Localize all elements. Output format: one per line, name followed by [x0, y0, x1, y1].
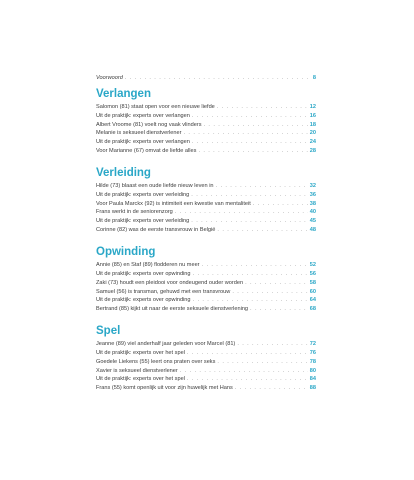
toc-entry-title: Uit de praktijk: experts over verleiding — [96, 218, 190, 225]
toc-entry-page: 72 — [309, 341, 316, 348]
toc-entry-title: Uit de praktijk: experts over het spel — [96, 376, 185, 383]
dot-leader — [235, 384, 308, 393]
toc-entry-title: Voorwoord — [96, 75, 123, 81]
toc-entry-page: 68 — [309, 306, 316, 313]
toc-entry-foreword[interactable] — [96, 74, 316, 83]
toc-entry-page: 8 — [312, 75, 316, 81]
toc-entry-page: 32 — [309, 182, 316, 189]
toc-entry-title: Voor Paula Marckx (92) is intimiteit een kwestie van mentaliteit — [96, 200, 251, 207]
dot-leader — [217, 358, 307, 367]
dot-leader — [192, 138, 308, 147]
dot-leader — [193, 270, 308, 279]
toc-entry-page: 28 — [309, 148, 316, 155]
toc-entry[interactable] — [96, 358, 316, 367]
dot-leader — [217, 226, 307, 235]
dot-leader — [250, 305, 308, 314]
toc-entry[interactable] — [96, 375, 316, 384]
toc-entry-title: Annie (85) en Staf (89) flodderen nu meer — [96, 261, 200, 268]
toc-entry[interactable] — [96, 208, 316, 217]
toc-entry-title: Uit de praktijk: experts over verlangen — [96, 112, 190, 119]
toc-entry-title: Goedele Liekens (55) leert ons praten over seks — [96, 358, 216, 365]
table-of-contents — [96, 74, 316, 393]
toc-section-verlangen — [96, 88, 316, 156]
toc-entry-title: Samuel (56) is transman, gehuwd met een transvrouw — [96, 288, 231, 295]
toc-entry-page: 18 — [309, 121, 316, 128]
toc-entry-page: 52 — [309, 261, 316, 268]
toc-entry[interactable] — [96, 129, 316, 138]
toc-entry-title: Uit de praktijk: experts over opwinding — [96, 297, 191, 304]
toc-section-spel — [96, 325, 316, 393]
dot-leader — [191, 217, 307, 226]
toc-entry-title: Zaki (73) houdt een pleidooi voor ondeugend ouder worden — [96, 279, 244, 286]
toc-section-opwinding — [96, 246, 316, 314]
toc-entry-title: Uit de praktijk: experts over verleiding — [96, 191, 190, 198]
toc-entry-page: 64 — [309, 297, 316, 304]
toc-entry-page: 80 — [309, 367, 316, 374]
section-title: Verleiding — [96, 166, 151, 179]
toc-entry-page: 24 — [309, 139, 316, 146]
toc-entry[interactable] — [96, 191, 316, 200]
toc-entry[interactable] — [96, 200, 316, 209]
toc-entry-page: 20 — [309, 130, 316, 137]
section-title: Verlangen — [96, 87, 151, 100]
toc-entry-page: 88 — [309, 385, 316, 392]
toc-entry-title: Hilde (73) blaast een oude liefde nieuw leven in — [96, 182, 214, 189]
toc-entry[interactable] — [96, 112, 316, 121]
toc-entry-page: 58 — [309, 279, 316, 286]
dot-leader — [198, 147, 307, 156]
toc-entry[interactable] — [96, 270, 316, 279]
toc-entry[interactable] — [96, 279, 316, 288]
dot-leader — [187, 349, 308, 358]
dot-leader — [202, 261, 308, 270]
toc-entry-title: Melanie is seksueel dienstverlener — [96, 130, 182, 137]
dot-leader — [216, 182, 308, 191]
toc-entry-title: Voor Marianne (67) omvat de liefde alles — [96, 148, 197, 155]
toc-entry-page: 40 — [309, 209, 316, 216]
toc-entry[interactable] — [96, 384, 316, 393]
toc-entry-title: Uit de praktijk: experts over het spel — [96, 349, 185, 356]
dot-leader — [237, 340, 307, 349]
toc-entry-page: 12 — [309, 103, 316, 110]
toc-entry[interactable] — [96, 226, 316, 235]
toc-entry[interactable] — [96, 103, 316, 112]
toc-entry[interactable] — [96, 288, 316, 297]
toc-entry-page: 76 — [309, 349, 316, 356]
toc-entry-title: Albert Vroome (81) voelt nog vaak vlinders — [96, 121, 202, 128]
dot-leader — [175, 208, 308, 217]
toc-entry-title: Uit de praktijk: experts over opwinding — [96, 270, 191, 277]
dot-leader — [125, 74, 311, 83]
toc-entry-page: 56 — [309, 270, 316, 277]
toc-entry-title: Corinne (82) was de eerste transvrouw in België — [96, 227, 216, 234]
toc-entry-page: 38 — [309, 200, 316, 207]
dot-leader — [193, 296, 308, 305]
toc-entry-page: 36 — [309, 191, 316, 198]
toc-entry[interactable] — [96, 340, 316, 349]
toc-entry-page: 84 — [309, 376, 316, 383]
toc-entry[interactable] — [96, 305, 316, 314]
toc-entry-title: Frans (55) komt openlijk uit voor zijn huwelijk met Hans — [96, 385, 233, 392]
dot-leader — [180, 367, 308, 376]
toc-entry-page: 60 — [309, 288, 316, 295]
toc-entry[interactable] — [96, 138, 316, 147]
toc-entry-page: 16 — [309, 112, 316, 119]
dot-leader — [204, 121, 308, 130]
toc-entry[interactable] — [96, 296, 316, 305]
toc-entry[interactable] — [96, 367, 316, 376]
dot-leader — [187, 375, 308, 384]
toc-entry-title: Salomon (81) staat open voor een nieuwe liefde — [96, 103, 215, 110]
toc-entry-page: 78 — [309, 358, 316, 365]
toc-entry-page: 48 — [309, 227, 316, 234]
dot-leader — [245, 279, 308, 288]
toc-entry[interactable] — [96, 349, 316, 358]
dot-leader — [184, 129, 308, 138]
toc-entry[interactable] — [96, 217, 316, 226]
dot-leader — [217, 103, 308, 112]
toc-entry-title: Bertrand (85) kijkt uit naar de eerste seksuele dienstverlening — [96, 306, 249, 313]
toc-entry-title: Xavier is seksueel dienstverlener — [96, 367, 178, 374]
toc-entry[interactable] — [96, 147, 316, 156]
toc-entry-title: Uit de praktijk: experts over verlangen — [96, 139, 190, 146]
toc-entry[interactable] — [96, 261, 316, 270]
dot-leader — [253, 200, 308, 209]
toc-entry-title: Jeanne (89) viel anderhalf jaar geleden voor Marcel (81) — [96, 341, 236, 348]
dot-leader — [191, 191, 307, 200]
dot-leader — [192, 112, 308, 121]
toc-entry[interactable] — [96, 182, 316, 191]
toc-entry[interactable] — [96, 121, 316, 130]
dot-leader — [232, 288, 307, 297]
toc-section-verleiding — [96, 167, 316, 235]
toc-entry-page: 45 — [309, 218, 316, 225]
section-title: Opwinding — [96, 245, 156, 258]
section-title: Spel — [96, 325, 121, 338]
toc-entry-title: Frans werkt in de seniorenzorg — [96, 209, 173, 216]
